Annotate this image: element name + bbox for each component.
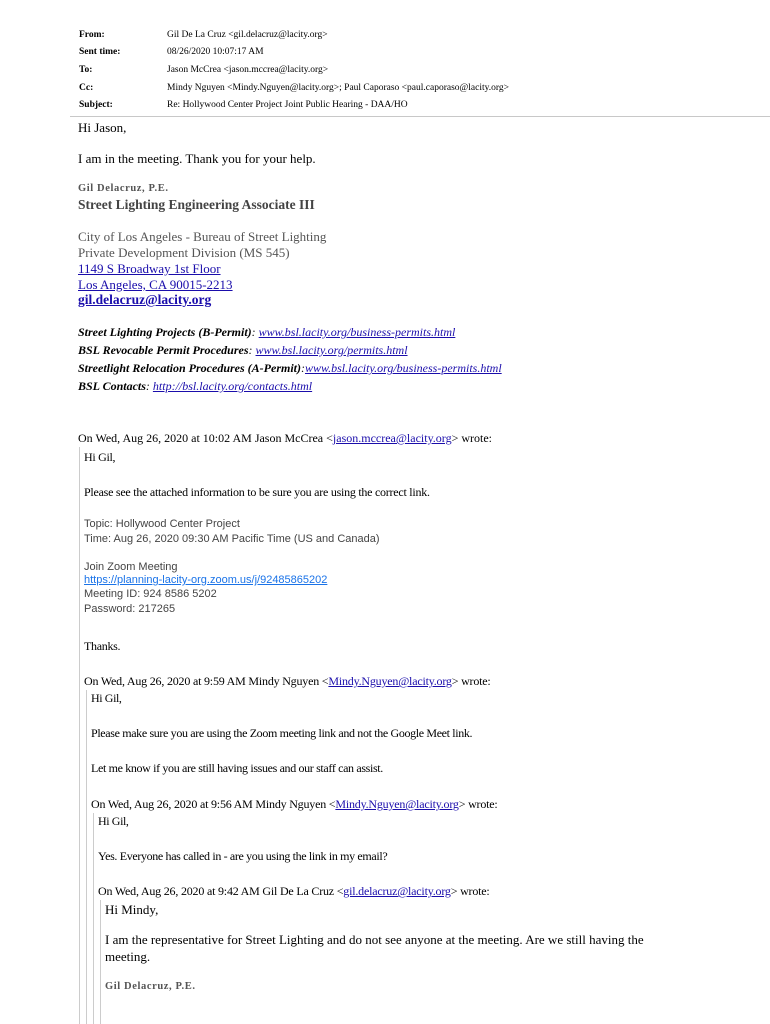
- quote4-attribution-suffix: > wrote:: [450, 884, 490, 898]
- quote2-bar: [86, 690, 87, 1024]
- sent-label: Sent time:: [79, 47, 121, 58]
- quote2-attribution-prefix: On Wed, Aug 26, 2020 at 9:59 AM Mindy Nguyen <: [84, 674, 329, 688]
- quote1-meeting-id: Meeting ID: 924 8586 5202: [84, 588, 217, 600]
- quote4-body-line2: meeting.: [105, 949, 151, 964]
- apermit-label: Streetlight Relocation Procedures (A-Permit): [78, 361, 301, 375]
- header-cc-row: [79, 79, 769, 97]
- header-subject-row: [79, 96, 769, 114]
- quote1-topic: Topic: Hollywood Center Project: [84, 518, 240, 530]
- subject-value: Re: Hollywood Center Project Joint Public Hearing - DAA/HO: [167, 100, 408, 111]
- quote2-attribution: [84, 674, 491, 689]
- quote3-body: Yes. Everyone has called in - are you using the link in my email?: [98, 849, 388, 863]
- signature-org: City of Los Angeles - Bureau of Street Lighting: [78, 229, 327, 244]
- revocable-label: BSL Revocable Permit Procedures: [78, 343, 249, 357]
- quote1-attribution: [78, 431, 492, 446]
- quote2-attribution-suffix: > wrote:: [451, 674, 491, 688]
- signature-name: Gil Delacruz, P.E.: [78, 183, 169, 194]
- signature-address-line1-link[interactable]: 1149 S Broadway 1st Floor: [78, 261, 221, 276]
- quote1-time: Time: Aug 26, 2020 09:30 AM Pacific Time (US and Canada): [84, 533, 380, 545]
- quote4-attribution: [98, 884, 490, 899]
- sent-value: 08/26/2020 10:07:17 AM: [167, 47, 264, 58]
- quote1-body: Please see the attached information to be sure you are using the correct link.: [84, 485, 430, 499]
- from-label: From:: [79, 29, 105, 40]
- signature-title: Street Lighting Engineering Associate III: [78, 197, 315, 212]
- cc-value: Mindy Nguyen <Mindy.Nguyen@lacity.org>; Paul Caporaso <paul.caporaso@lacity.org>: [167, 82, 509, 93]
- quote1-bar: [79, 447, 80, 1024]
- quote1-join-label: Join Zoom Meeting: [84, 561, 178, 573]
- signature-email-link[interactable]: gil.delacruz@lacity.org: [78, 292, 212, 307]
- reply-body: I am in the meeting. Thank you for your help.: [78, 151, 316, 166]
- contacts-separator: :: [145, 379, 153, 393]
- quote3-bar: [93, 813, 94, 1024]
- header-sent-row: [79, 44, 769, 62]
- contacts-url-link[interactable]: http://bsl.lacity.org/contacts.html: [152, 379, 313, 393]
- signature-link-row-revocable: [78, 343, 408, 358]
- quote4-signature-name: Gil Delacruz, P.E.: [105, 981, 196, 992]
- quote4-email-link[interactable]: gil.delacruz@lacity.org: [343, 884, 451, 898]
- quote2-greeting: Hi Gil,: [91, 691, 122, 705]
- reply-greeting: Hi Jason,: [78, 120, 127, 135]
- quote4-bar: [100, 900, 101, 1024]
- cc-label: Cc:: [79, 82, 94, 93]
- quote1-attribution-suffix: > wrote:: [451, 431, 493, 445]
- bpermit-url-link[interactable]: www.bsl.lacity.org/business-permits.html: [258, 325, 456, 339]
- quote1-attribution-prefix: On Wed, Aug 26, 2020 at 10:02 AM Jason McCrea <: [78, 431, 333, 445]
- quote3-attribution-prefix: On Wed, Aug 26, 2020 at 9:56 AM Mindy Nguyen <: [91, 797, 336, 811]
- contacts-label: BSL Contacts: [78, 379, 146, 393]
- quote4-attribution-prefix: On Wed, Aug 26, 2020 at 9:42 AM Gil De La Cruz <: [98, 884, 344, 898]
- apermit-url-link[interactable]: www.bsl.lacity.org/business-permits.html: [304, 361, 502, 375]
- revocable-url-link[interactable]: www.bsl.lacity.org/permits.html: [255, 343, 408, 357]
- quote3-email-link[interactable]: Mindy.Nguyen@lacity.org: [335, 797, 459, 811]
- quote4-greeting: Hi Mindy,: [105, 902, 159, 917]
- quote2-email-link[interactable]: Mindy.Nguyen@lacity.org: [328, 674, 452, 688]
- quote1-email-link[interactable]: jason.mccrea@lacity.org: [332, 431, 452, 445]
- header-to-row: [79, 61, 769, 79]
- email-header: [79, 26, 769, 114]
- quote3-attribution: [91, 797, 498, 812]
- to-value: Jason McCrea <jason.mccrea@lacity.org>: [167, 64, 329, 75]
- quote1-password: Password: 217265: [84, 603, 176, 615]
- quote2-body2: Let me know if you are still having issues and our staff can assist.: [91, 761, 383, 775]
- quote1-greeting: Hi Gil,: [84, 450, 116, 464]
- signature-division: Private Development Division (MS 545): [78, 245, 290, 260]
- quote3-greeting: Hi Gil,: [98, 814, 129, 828]
- header-from-row: [79, 26, 769, 44]
- quote2-body1: Please make sure you are using the Zoom meeting link and not the Google Meet link.: [91, 726, 473, 740]
- quote1-thanks: Thanks.: [84, 639, 121, 653]
- to-label: To:: [79, 64, 93, 75]
- quote3-attribution-suffix: > wrote:: [458, 797, 498, 811]
- signature-link-row-bpermit: [78, 325, 455, 340]
- apermit-separator: :: [300, 361, 305, 375]
- signature-link-row-apermit: [78, 361, 502, 376]
- revocable-separator: :: [248, 343, 256, 357]
- from-value: Gil De La Cruz <gil.delacruz@lacity.org>: [167, 29, 328, 40]
- signature-link-row-contacts: [78, 379, 312, 394]
- bpermit-separator: :: [251, 325, 259, 339]
- zoom-meeting-link[interactable]: https://planning-lacity-org.zoom.us/j/92485865202: [84, 574, 328, 586]
- quote1-zoom-link-row: [84, 574, 327, 586]
- subject-label: Subject:: [79, 100, 113, 111]
- signature-address-line2-link[interactable]: Los Angeles, CA 90015-2213: [78, 277, 233, 292]
- bpermit-label: Street Lighting Projects (B-Permit): [78, 325, 252, 339]
- header-divider: [70, 116, 770, 117]
- quote4-body-line1: I am the representative for Street Lighting and do not see anyone at the meeting. Are we still having the: [105, 932, 644, 947]
